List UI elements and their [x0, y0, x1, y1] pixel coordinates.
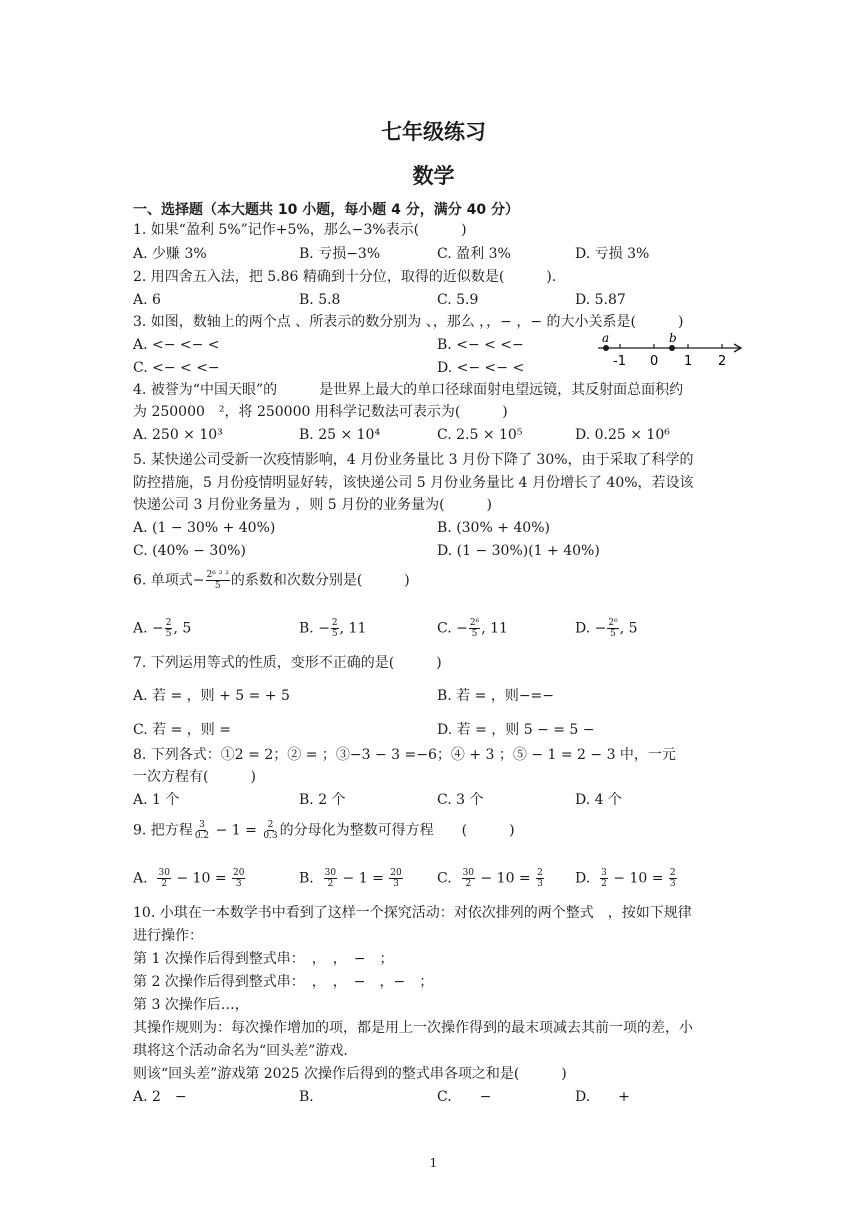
q2-option-c: C. 5.9	[437, 292, 479, 308]
q6-option-a	[133, 618, 191, 639]
q8-option-d: D. 4 个	[575, 792, 622, 808]
q10-line8: 则该“回头差”游戏第 2025 次操作后得到的整式串各项之和是( )	[133, 1066, 567, 1082]
q10-option-b: B.	[299, 1089, 314, 1105]
frac-num: 2	[537, 868, 543, 878]
fraction	[607, 618, 618, 639]
q5-option-d: D. (1 − 30%)(1 + 40%)	[437, 543, 600, 559]
q5-option-c: C. (40% − 30%)	[133, 543, 246, 559]
point-b-label: b	[669, 331, 677, 345]
page-number: 1	[429, 1156, 438, 1170]
frac-num: 3	[601, 868, 607, 878]
q7-option-c: C. 若 = ，则 =	[133, 722, 231, 738]
fraction	[324, 868, 337, 889]
q9-option-d	[575, 868, 678, 889]
q10-line2: 进行操作：	[133, 928, 203, 944]
frac-den: 0.2	[194, 831, 210, 841]
q10-line1: 10. 小琪在一本数学书中看到了这样一个探究活动：对依次排列的两个整式 ，按如下规律	[133, 905, 692, 921]
point-a-label: a	[602, 331, 610, 345]
fraction	[331, 618, 339, 639]
q6-frac-den: 5	[214, 581, 221, 591]
q3-option-c: C. <− < <−	[133, 360, 220, 376]
fraction	[157, 868, 170, 889]
q10-line5: 第 3 次操作后…，	[133, 997, 249, 1013]
q10-line6: 其操作规则为：每次操作增加的项，都是用上一次操作得到的最末项减去其前一项的差，小	[133, 1020, 693, 1036]
q9-option-a	[133, 868, 246, 889]
option-label: A. −	[133, 620, 164, 637]
q9-stem	[133, 820, 515, 841]
q7-stem: 7. 下列运用等式的性质，变形不正确的是( )	[133, 655, 442, 671]
q5-option-b: B. (30% + 40%)	[437, 520, 550, 536]
q3-option-b: B. <− < <−	[437, 337, 524, 353]
option-label: C.	[437, 870, 452, 887]
q6-option-d	[575, 618, 638, 639]
q5-option-a: A. (1 − 30% + 40%)	[133, 520, 276, 536]
fraction	[262, 820, 278, 841]
frac-den: 2	[327, 879, 334, 889]
q8-option-b: B. 2 个	[299, 792, 346, 808]
frac-num: 2⁶	[469, 618, 480, 628]
q10-line4: 第 2 次操作后得到整式串： ， ， − ，− ；	[133, 974, 434, 990]
option-label: D. −	[575, 620, 607, 637]
q7-option-a: A. 若 = ，则 + 5 = + 5	[133, 688, 290, 704]
option-label: B. −	[299, 620, 330, 637]
fraction	[462, 868, 475, 889]
q6-frac-num: 2⁶ ³ ²	[206, 570, 229, 580]
q4-option-c: C. 2.5 × 10⁵	[437, 427, 523, 443]
q9-option-b	[299, 868, 404, 889]
frac-num: 3	[199, 820, 205, 830]
frac-den: 2	[465, 879, 472, 889]
q1-option-b: B. 亏损−3%	[299, 246, 381, 262]
q10-option-c: C. −	[437, 1089, 492, 1105]
q10-line7: 琪将这个活动命名为“回头差”游戏.	[133, 1043, 348, 1059]
option-tail: , 5	[619, 620, 638, 637]
q7-option-b: B. 若 = ，则−=−	[437, 688, 555, 704]
fraction	[600, 868, 608, 889]
frac-den: 3	[393, 879, 399, 889]
q4-option-a: A. 250 × 10³	[133, 427, 223, 443]
fraction	[389, 868, 402, 889]
frac-den: 3	[537, 879, 543, 889]
frac-den: 3	[235, 879, 242, 889]
q2-option-b: B. 5.8	[299, 292, 341, 308]
q8-line1: 8. 下列各式：①2 = 2；② = ；③−3 − 3 =−6；④ + 3 ；⑤ − 1 = 2 − 3 中，一元	[133, 747, 676, 763]
q2-option-a: A. 6	[133, 292, 161, 308]
q3-stem: 3. 如图，数轴上的两个点 、所表示的数分别为 、，那么 ，，− ，− 的大小关系是( )	[133, 314, 684, 330]
q6-option-c	[437, 618, 508, 639]
option-tail: , 11	[481, 620, 508, 637]
q7-option-d: D. 若 = ，则 5 − = 5 −	[437, 722, 595, 738]
q8-option-a: A. 1 个	[133, 792, 180, 808]
frac-num: 2	[267, 820, 274, 830]
fraction	[536, 868, 544, 889]
fraction	[232, 868, 245, 889]
q10-option-d: D. +	[575, 1089, 630, 1105]
q6-prefix: 6. 单项式−	[133, 572, 205, 589]
subject-title: 数学	[412, 164, 455, 188]
option-op: − 10 =	[476, 870, 536, 887]
q9-prefix: 9. 把方程	[133, 822, 193, 839]
option-tail: , 5	[173, 620, 192, 637]
q9-option-c	[437, 868, 545, 889]
section-heading: 一、选择题（本大题共 10 小题，每小题 4 分，满分 40 分）	[133, 202, 519, 218]
fraction	[669, 868, 677, 889]
frac-num: 2	[669, 868, 676, 878]
option-label: D.	[575, 870, 591, 887]
frac-den: 3	[669, 879, 676, 889]
q4-option-d: D. 0.25 × 10⁶	[575, 427, 670, 443]
q8-line2: 一次方程有( )	[133, 769, 256, 785]
q9-suffix: 的分母化为整数可得方程 ( )	[279, 822, 515, 839]
q5-line3: 快递公司 3 月份业务量为 ，则 5 月份的业务量为( )	[133, 497, 492, 513]
q6-fraction	[206, 570, 230, 591]
option-label: A.	[133, 870, 148, 887]
frac-den: 2	[161, 879, 168, 889]
frac-num: 2	[331, 618, 338, 628]
frac-den: 0.3	[263, 831, 278, 841]
q1-option-c: C. 盈利 3%	[437, 246, 511, 262]
point-a	[603, 345, 609, 351]
option-label: B.	[299, 870, 314, 887]
q3-option-d: D. <− <− <	[437, 360, 525, 376]
q3-option-a: A. <− <− <	[133, 337, 220, 353]
q10-line3: 第 1 次操作后得到整式串： ， ， − ；	[133, 951, 394, 967]
page-title: 七年级练习	[381, 120, 486, 144]
frac-num: 20	[390, 868, 402, 878]
tick-label: 2	[718, 354, 727, 369]
q1-option-a: A. 少赚 3%	[133, 246, 207, 262]
q8-option-c: C. 3 个	[437, 792, 484, 808]
option-op: − 1 =	[338, 870, 389, 887]
q6-suffix: 的系数和次数分别是( )	[230, 572, 410, 589]
frac-num: 30	[324, 868, 337, 878]
tick-label: -1	[613, 354, 626, 369]
option-tail: , 11	[339, 620, 367, 637]
q5-line2: 防控措施，5 月份疫情明显好转，该快递公司 5 月份业务量比 4 月份增长了 40%，若设该	[133, 475, 694, 491]
frac-den: 5	[331, 629, 338, 639]
option-op: − 10 =	[608, 870, 668, 887]
frac-den: 5	[610, 629, 616, 639]
fraction	[194, 820, 210, 841]
tick-label: 0	[650, 354, 659, 369]
q4-line1: 4. 被誉为“中国天眼”的 是世界上最大的单口径球面射电望远镜，其反射面总面积约	[133, 382, 684, 398]
q6-stem	[133, 570, 410, 591]
frac-den: 5	[471, 629, 478, 639]
q4-line2: 为 250000 ²，将 250000 用科学记数法可表示为( )	[133, 404, 508, 420]
fraction	[165, 618, 173, 639]
frac-den: 2	[601, 879, 607, 889]
frac-num: 2	[165, 618, 172, 628]
q1-option-d: D. 亏损 3%	[575, 246, 650, 262]
fraction	[469, 618, 480, 639]
point-b	[669, 345, 675, 351]
q1-stem: 1. 如果“盈利 5%”记作+5%，那么−3%表示( )	[133, 222, 467, 238]
q9-mid: − 1 =	[211, 822, 262, 839]
frac-num: 2⁶	[608, 618, 618, 628]
option-op: − 10 =	[171, 870, 231, 887]
frac-num: 30	[158, 868, 170, 878]
q10-option-a: A. 2 −	[133, 1089, 187, 1105]
q2-option-d: D. 5.87	[575, 292, 626, 308]
q5-line1: 5. 某快递公司受新一次疫情影响，4 月份业务量比 3 月份下降了 30%，由于采取了科学的	[133, 452, 694, 468]
q2-stem: 2. 用四舍五入法，把 5.86 精确到十分位，取得的近似数是( ).	[133, 269, 557, 285]
option-label: C. −	[437, 620, 468, 637]
frac-num: 20	[233, 868, 245, 878]
tick-label: 1	[684, 354, 693, 369]
q6-option-b	[299, 618, 366, 639]
number-line-figure	[594, 330, 746, 370]
frac-den: 5	[165, 629, 172, 639]
frac-num: 30	[462, 868, 475, 878]
q4-option-b: B. 25 × 10⁴	[299, 427, 381, 443]
